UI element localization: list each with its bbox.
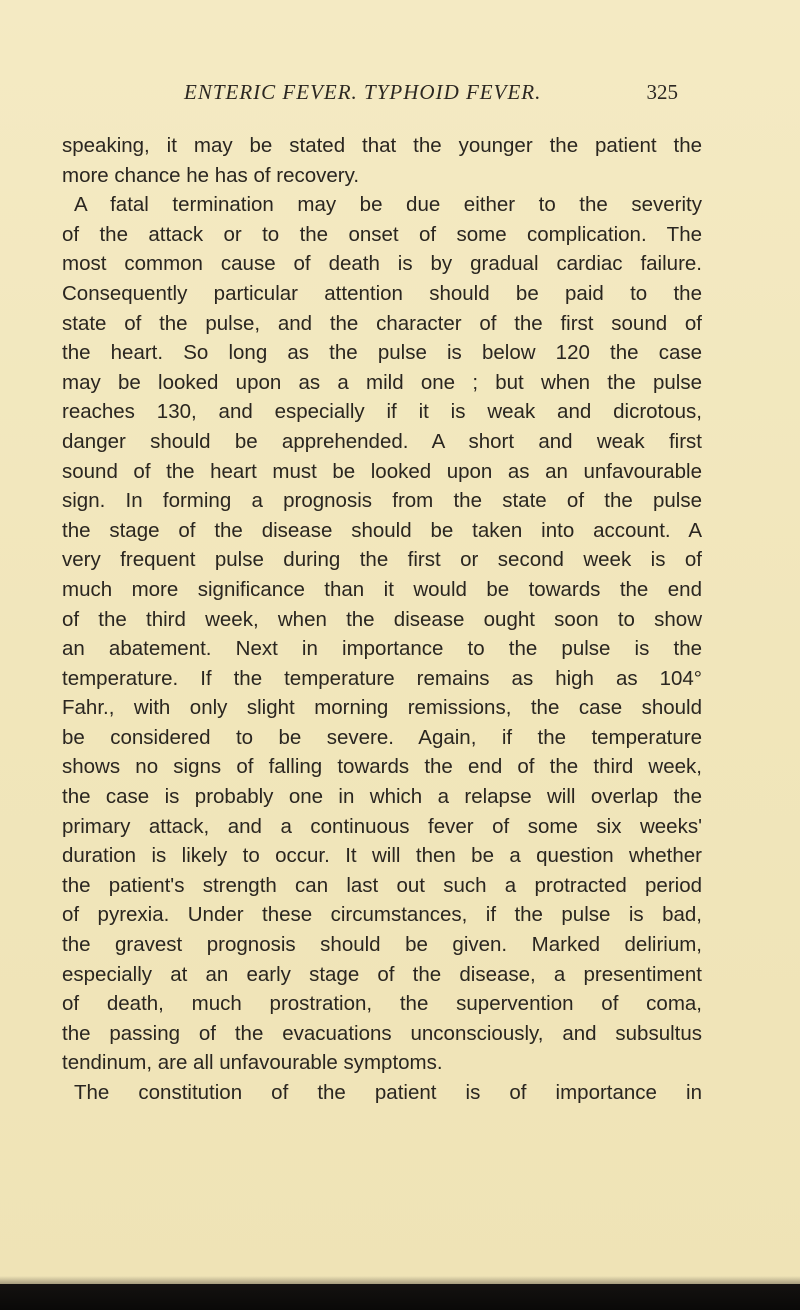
- text-line: shows no signs of falling towards the end of the third week,: [62, 755, 702, 779]
- text-line: the case is probably one in which a relapse will overlap the: [62, 785, 702, 809]
- text-line: sign. In forming a prognosis from the state of the pulse: [62, 489, 702, 513]
- text-line: state of the pulse, and the character of the first sound of: [62, 311, 702, 335]
- text-line: duration is likely to occur. It will then be a question whether: [62, 844, 702, 868]
- body-text: [62, 131, 702, 1108]
- text-line: sound of the heart must be looked upon as an unfavourable: [62, 459, 702, 483]
- text-line: primary attack, and a continuous fever of some six weeks': [62, 814, 702, 838]
- text-line: very frequent pulse during the first or second week is of: [62, 548, 702, 572]
- text-line: Fahr., with only slight morning remissions, the case should: [62, 696, 702, 720]
- text-line: the patient's strength can last out such a protracted period: [62, 873, 702, 897]
- text-line: the gravest prognosis should be given. Marked delirium,: [62, 933, 702, 957]
- text-line: more chance he has of recovery.: [62, 163, 360, 187]
- text-line: The constitution of the patient is of importance in: [74, 1081, 702, 1104]
- page-header: [60, 80, 740, 114]
- text-line: reaches 130, and especially if it is weak and dicrotous,: [62, 400, 702, 424]
- page-number: 325: [646, 80, 678, 104]
- text-line: be considered to be severe. Again, if the temperature: [62, 725, 702, 749]
- scan-bottom-edge: [0, 1284, 800, 1310]
- text-line: of the third week, when the disease ought soon to show: [62, 607, 702, 631]
- text-line: of the attack or to the onset of some complication. The: [62, 222, 702, 246]
- text-line: the passing of the evacuations unconsciously, and subsultus: [62, 1021, 702, 1045]
- text-line: an abatement. Next in importance to the pulse is the: [62, 637, 702, 661]
- text-line: much more significance than it would be towards the end: [62, 577, 702, 601]
- text-line: the heart. So long as the pulse is below 120 the case: [62, 341, 702, 365]
- text-line: danger should be apprehended. A short and weak first: [62, 429, 702, 453]
- text-line: of death, much prostration, the supervention of coma,: [62, 992, 702, 1016]
- text-line: may be looked upon as a mild one ; but when the pulse: [62, 370, 702, 394]
- text-line: A fatal termination may be due either to the severity: [74, 193, 702, 217]
- text-line: of pyrexia. Under these circumstances, if the pulse is bad,: [62, 903, 702, 927]
- text-line: the stage of the disease should be taken into account. A: [62, 518, 702, 542]
- running-title: ENTERIC FEVER. TYPHOID FEVER.: [184, 80, 542, 104]
- text-line: Consequently particular attention should be paid to the: [62, 281, 702, 305]
- scan-edge-shadow: [0, 1276, 800, 1284]
- text-line: most common cause of death is by gradual cardiac failure.: [62, 252, 702, 276]
- text-line: temperature. If the temperature remains as high as 104°: [62, 666, 702, 690]
- text-line: tendinum, are all unfavourable symptoms.: [62, 1051, 443, 1075]
- text-line: especially at an early stage of the disease, a presentiment: [62, 962, 702, 986]
- text-line: speaking, it may be stated that the younger the patient the: [62, 134, 702, 157]
